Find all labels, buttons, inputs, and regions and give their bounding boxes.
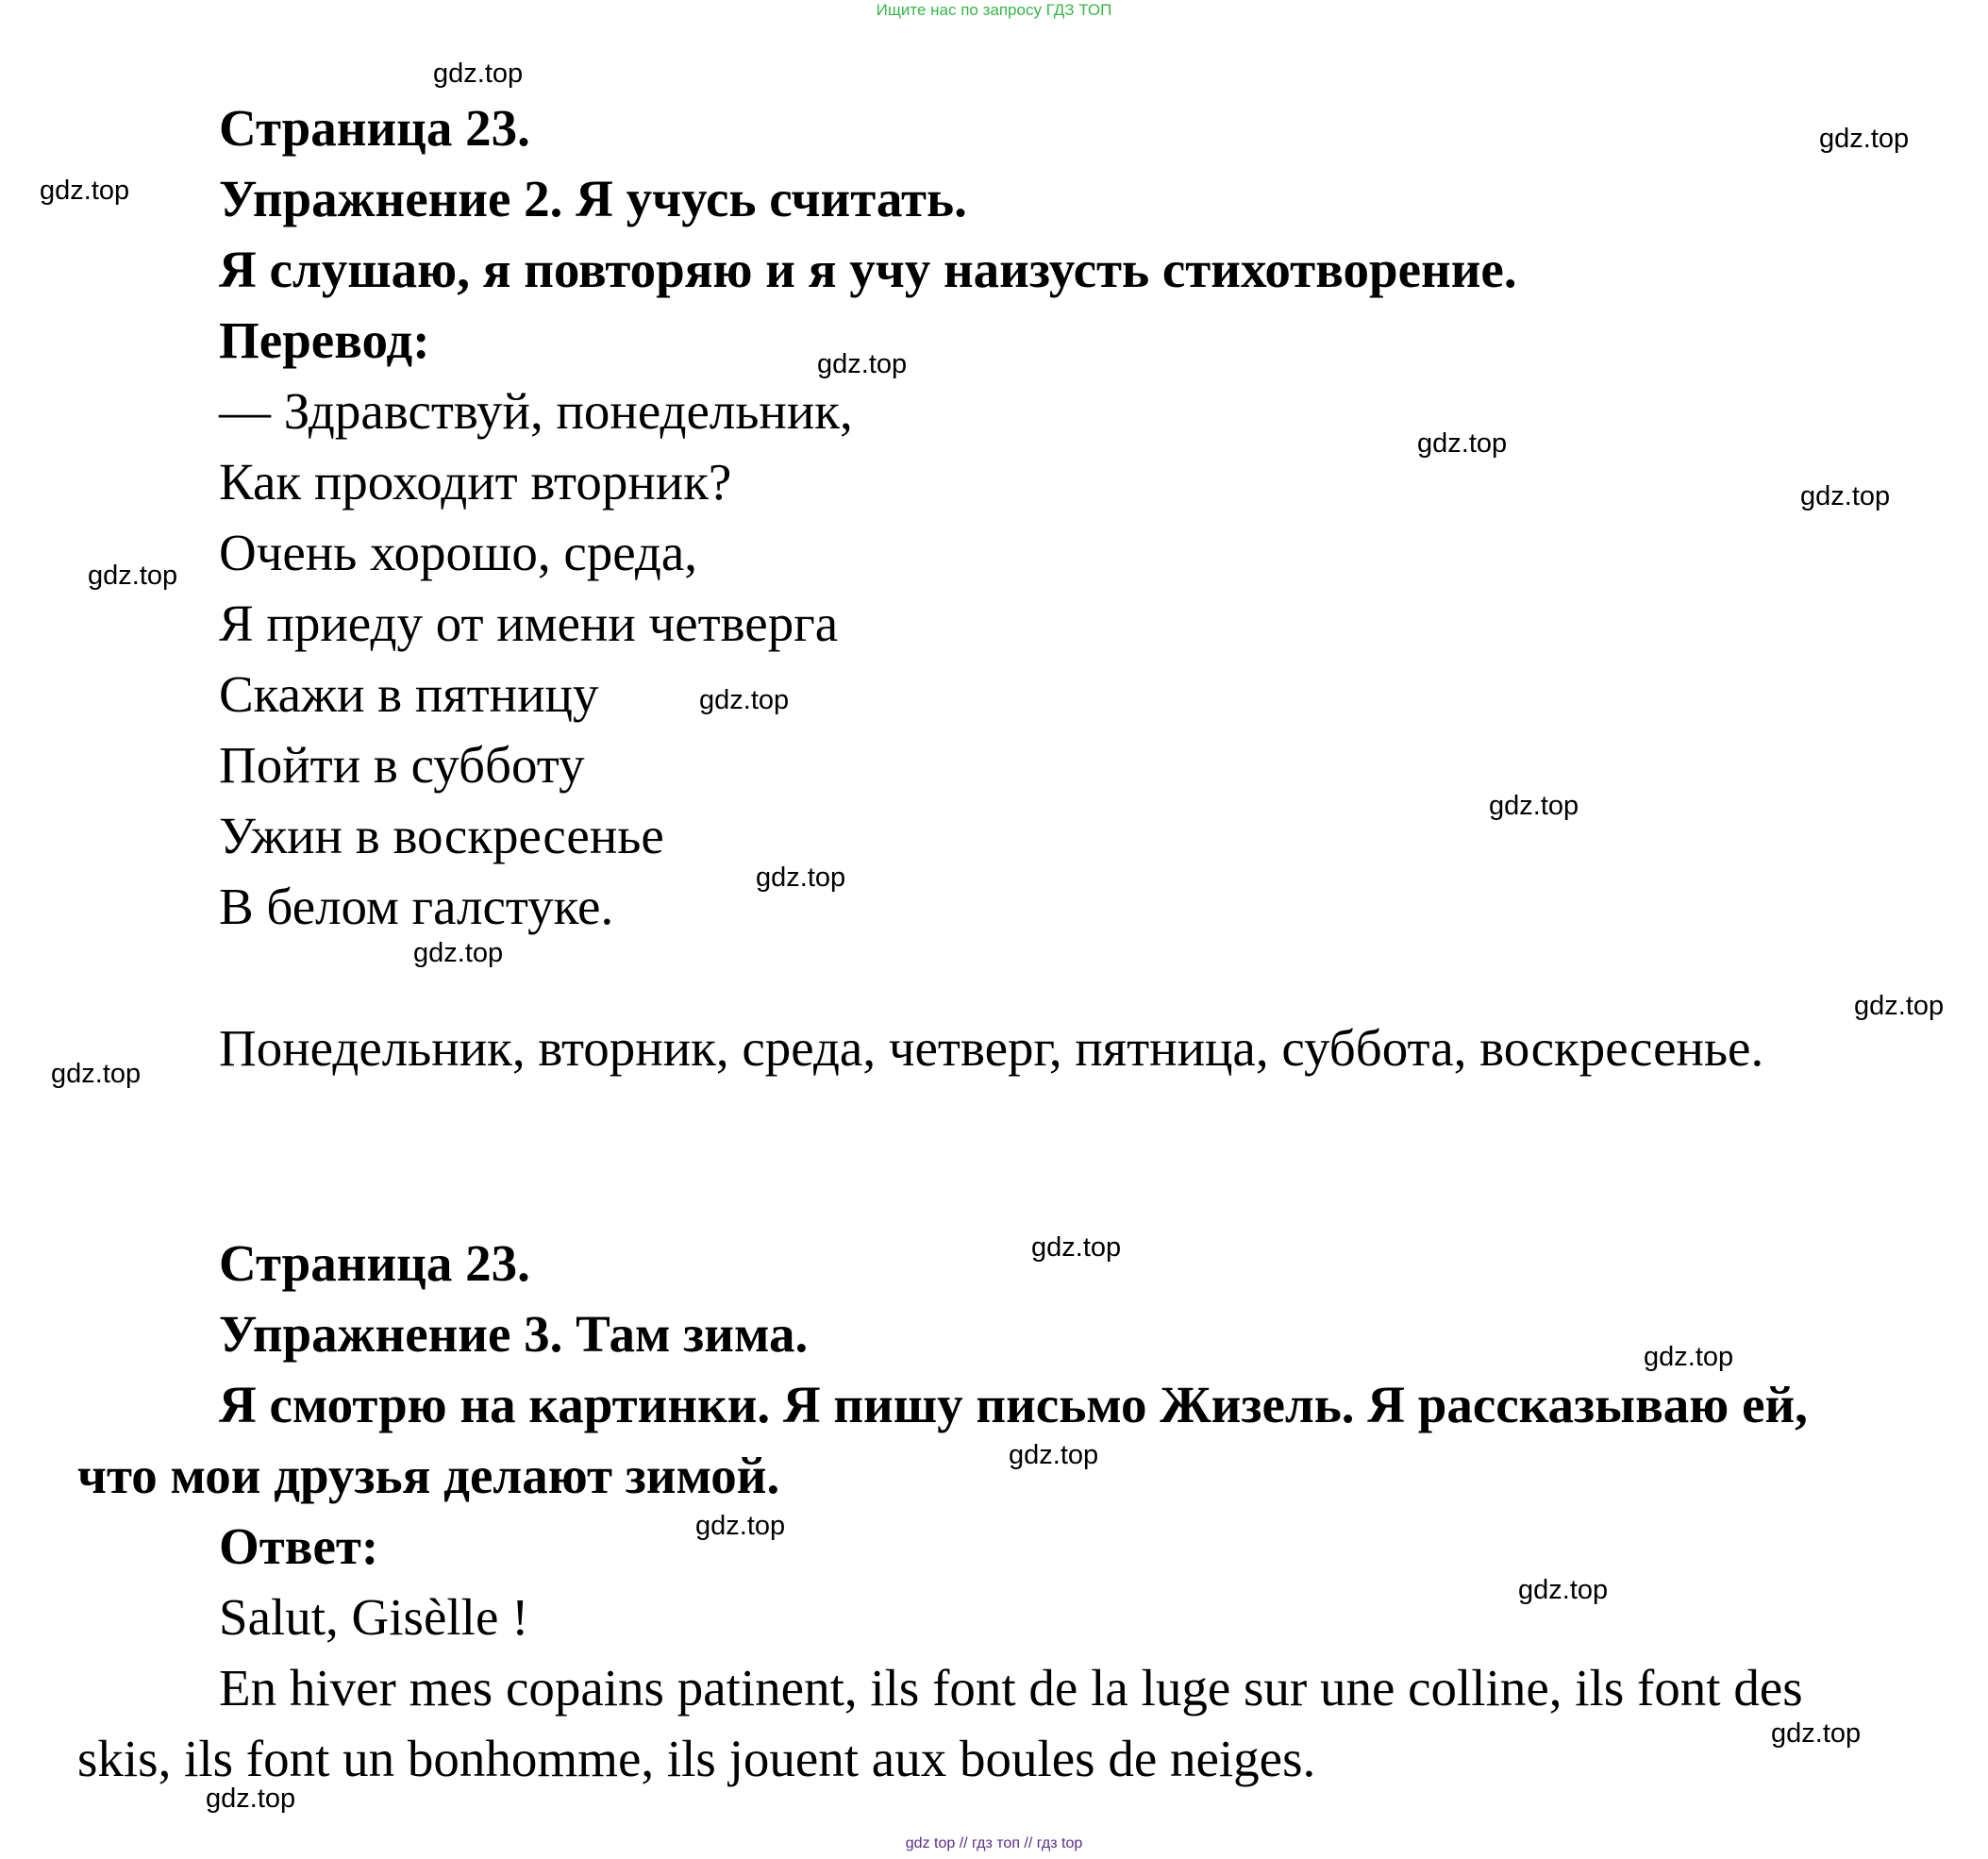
poem-line: В белом галстуке.: [219, 878, 614, 935]
watermark: gdz.top: [1800, 481, 1891, 511]
poem-line: Пойти в субботу: [219, 736, 585, 794]
watermark: gdz.top: [51, 1059, 142, 1089]
watermark: gdz.top: [40, 176, 130, 206]
watermark: gdz.top: [1819, 124, 1910, 154]
watermark: gdz.top: [88, 561, 178, 591]
search-banner[interactable]: Ищите нас по запросу ГДЗ ТОП: [876, 1, 1112, 19]
watermark: gdz.top: [433, 59, 524, 89]
poem-line: Как проходит вторник?: [219, 453, 732, 511]
poem-line: Ужин в воскресенье: [219, 807, 664, 864]
page-heading-2: Страница 23.: [219, 1234, 530, 1292]
watermark: gdz.top: [1644, 1342, 1734, 1372]
watermark: gdz.top: [413, 938, 504, 968]
letter-greeting: Salut, Gisèlle !: [219, 1588, 529, 1646]
letter-body-line2: skis, ils font un bonhomme, ils jouent aux boules de neiges.: [77, 1730, 1316, 1787]
watermark: gdz.top: [695, 1511, 786, 1541]
watermark: gdz.top: [1771, 1718, 1862, 1749]
watermark: gdz.top: [1009, 1440, 1099, 1470]
watermark: gdz.top: [756, 863, 846, 893]
watermark: gdz.top: [1854, 991, 1945, 1021]
page-heading-1: Страница 23.: [219, 99, 530, 157]
exercise-title-2: Упражнение 2. Я учусь считать.: [219, 170, 967, 227]
poem-line: — Здравствуй, понедельник,: [219, 382, 853, 440]
watermark: gdz.top: [1518, 1575, 1609, 1605]
watermark: gdz.top: [1417, 428, 1508, 459]
poem-line: Очень хорошо, среда,: [219, 524, 698, 581]
watermark: gdz.top: [1489, 791, 1579, 821]
exercise-task-3-line2: что мои друзья делают зимой.: [77, 1447, 780, 1504]
watermark: gdz.top: [817, 349, 908, 379]
poem-line: Я приеду от имени четверга: [219, 595, 839, 652]
answer-label: Ответ:: [219, 1517, 379, 1575]
days-list: Понедельник, вторник, среда, четверг, пятница, суббота, воскресенье.: [219, 1019, 1764, 1077]
watermark: gdz.top: [206, 1784, 296, 1814]
exercise-title-3: Упражнение 3. Там зима.: [219, 1305, 809, 1363]
watermark: gdz.top: [1031, 1232, 1122, 1263]
watermark: gdz.top: [699, 685, 790, 715]
exercise-task-2: Я слушаю, я повторяю и я учу наизусть стихотворение.: [219, 241, 1517, 298]
translation-label: Перевод:: [219, 311, 430, 369]
footer-links[interactable]: gdz top // гдз топ // гдз top: [905, 1835, 1083, 1851]
letter-body-line1: En hiver mes copains patinent, ils font de la luge sur une colline, ils font des: [219, 1659, 1803, 1717]
exercise-task-3-line1: Я смотрю на картинки. Я пишу письмо Жизель. Я рассказываю ей,: [219, 1376, 1808, 1433]
poem-line: Скажи в пятницу: [219, 665, 599, 723]
